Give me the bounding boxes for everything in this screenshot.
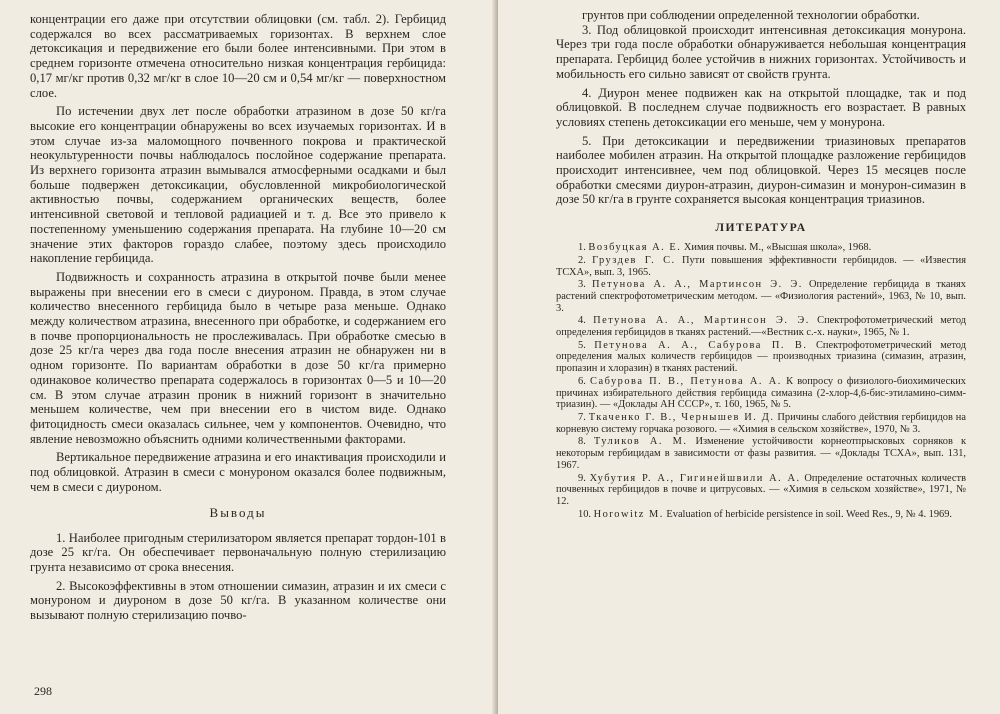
paragraph: Вертикальное передвижение атразина и его инактивация происходили и под облицовкой. Атразин в смеси с монуроном оказался более подвижным, чем в смеси с диуроном.: [30, 450, 446, 494]
paragraph: По истечении двух лет после обработки атразином в дозе 50 кг/га высокие его концентрации обнаружены во всех изучаемых горизонтах. И в этом случае из-за маломощного почвенного покрова и практической неокультуренности почвы наблюдалось послойное содержание препарата. Из верхнего горизонта атразин вымывался атмосферными осадками и был больше подвержен детоксикации, обусловленной микробиологической активностью почвы, содержанием органических веществ, более интенсивной световой и тепловой радиацией и т. д. Все это привело к постепенному уменьшению содержания препарата. На глубине 10—20 см значение этих факторов гораздо слабее, поэтому здесь происходило накопление гербицида.: [30, 104, 446, 266]
conclusion-item: 4. Диурон менее подвижен как на открытой площадке, так и под облицовкой. В последнем случае подвижность его возрастает. В равных условиях степень детоксикации его меньше, чем у монурона.: [556, 85, 966, 129]
reference-item: 2. Груздев Г. С. Пути повышения эффективности гербицидов. — «Известия ТСХА», вып. 3, 1965.: [556, 254, 966, 278]
page-number: 298: [34, 684, 52, 698]
paragraph: Подвижность и сохранность атразина в открытой почве были менее выражены при внесении его в смеси с диуроном. Правда, в этом случае количество внесенного гербицида было в четыре раза меньше. Однако между количеством атразина, внесенного при обработке, и содержанием его в почве пропорциональность не прослеживалась. При обработке смесью в дозе 25 кг/га через два года после внесения атразин не обнаружен ни в одном горизонте. По вариантам обработки в дозе 50 кг/га примерно одинаковое количество препарата содержалось в горизонтах 0—5 и 10—20 см. В этом случае атразин проник в нижний горизонт в значительно меньшем количестве, чем при внесении его в чистом виде. Однако фитоцидность смеси оказалась сильнее, чем у компонентов. Очевидно, что явление невозможно объяснить одними количественными факторами.: [30, 269, 446, 446]
reference-item: 5. Петунова А. А., Сабурова П. В. Спектрофотометрический метод определения малых количеств гербицидов — производных триазина (симазин, атразин, пропазин и хлоразин) в тканях растений.: [556, 339, 966, 375]
paragraph: грунтов при соблюдении определенной технологии обработки.: [582, 8, 920, 22]
reference-item: 6. Сабурова П. В., Петунова А. А. К вопросу о физиолого-биохимических причинах избирательного действия гербицида симазина (2-хлор-4,6-бис-этиламино-симм-триазин). — «Доклады АН СССР», т. 160, 1965, № 5.: [556, 375, 967, 411]
literature-heading: ЛИТЕРАТУРА: [715, 221, 807, 235]
reference-item: 7. Ткаченко Г. В., Чернышев И. Д. Причины слабого действия гербицидов на корневую систему горчака розового. — «Химия в сельском хозяйстве», 1970, № 3.: [556, 411, 966, 435]
reference-item: 8. Туликов А. М. Изменение устойчивости корнеотпрысковых сорняков к некоторым гербицидам в зависимости от фазы развития. — «Доклады ТСХА», вып. 131, 1967.: [556, 436, 967, 471]
conclusion-item: 1. Наиболее пригодным стерилизатором является препарат тордон-101 в дозе 25 кг/га. Он обеспечивает первоначальную полную стерилизацию грунта независимо от срока внесения.: [30, 530, 446, 574]
conclusion-item: 2. Высокоэффективны в этом отношении симазин, атразин и их смеси с монуроном и диуроном в дозе 50 кг/га. В указанном количестве они вызывают полную стерилизацию почво-: [30, 578, 446, 623]
conclusion-item: 5. При детоксикации и передвижении триазиновых препаратов наиболее мобилен атразин. На открытой площадке разложение гербицидов происходит интенсивнее, чем под облицовкой. Через 15 месяцев после обработки смесями диурон-атразин, диурон-симазин и монурон-симазин в дозе 50 кг/га в грунте сохраняется высокая концентрация триазинов.: [556, 133, 966, 207]
reference-item: 10. Horowitz M. Evaluation of herbicide persistence in soil. Weed Res., 9, № 4. 1969.: [578, 508, 953, 520]
reference-item: 1. Возбуцкая А. Е. Химия почвы. М., «Высшая школа», 1968.: [578, 242, 872, 254]
paragraph: концентрации его даже при отсутствии облицовки (см. табл. 2). Гербицид содержался во всех рассматриваемых горизонтах. В верхнем слое детоксикация и передвижение его были более интенсивными. При этом в среднем горизонте отмечена относительно низкая концентрация гербицида: 0,17 мг/кг против 0,32 мг/кг в слое 10—20 см и 0,54 мг/кг — поверхностном слое.: [30, 12, 446, 100]
reference-item: 4. Петунова А. А., Мартинсон Э. Э. Спектрофотометрический метод определения гербицидов в тканях растений.—«Вестник с.-х. науки», 1965, № 1.: [556, 315, 966, 339]
reference-item: 3. Петунова А. А., Мартинсон Э. Э. Определение гербицида в тканях растений спектрофотометрическим методом. — «Физиология растений», 1963, № 10, вып. 3.: [556, 279, 966, 314]
conclusion-item: 3. Под облицовкой происходит интенсивная детоксикация монурона. Через три года после обработки обнаруживается небольшая концентрация препарата. Гербицид более устойчив в нижних горизонтах. Устойчивость и мобильность его сильно зависят от свойств грунта.: [556, 22, 966, 81]
reference-list: [556, 242, 966, 520]
left-page: [0, 0, 496, 714]
reference-item: 9. Хубутия Р. А., Гигинейшвили А. А. Определение остаточных количеств почвенных гербицидов в почве и цитрусовых. — «Химия в сельском хозяйстве», 1971, № 12.: [556, 472, 966, 507]
conclusions-heading: Выводы: [209, 504, 267, 520]
right-page: [498, 0, 1000, 714]
